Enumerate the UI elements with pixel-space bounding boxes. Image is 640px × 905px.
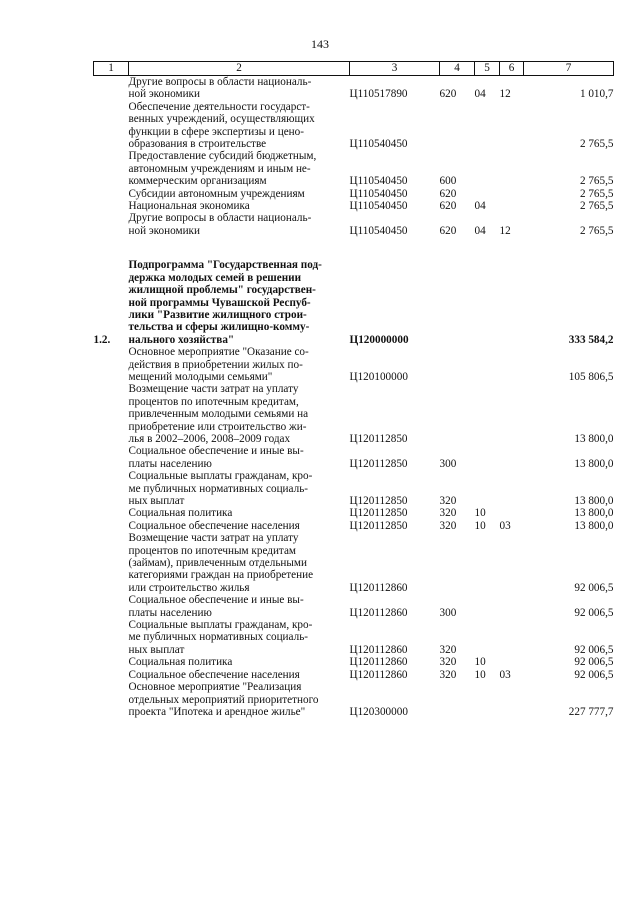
table-row — [94, 200, 614, 212]
item-name — [129, 346, 350, 383]
subsection-code: 12 — [499, 88, 511, 101]
amount: 2 765,5 — [579, 138, 614, 151]
item-name-line: Социальное обеспечение и иные вы- — [128, 445, 304, 458]
expense-type — [440, 681, 475, 718]
amount: 1 010,7 — [579, 88, 614, 101]
table-row — [94, 76, 614, 101]
section-number: 1.2. — [93, 333, 111, 346]
page-number: 143 — [311, 37, 329, 51]
table-row — [94, 259, 614, 346]
item-name-line: жилищной проблемы" государствен- — [128, 284, 316, 297]
item-name-line: держка молодых семей в решении — [128, 271, 302, 284]
item-name-line: категориями граждан на приобретение — [128, 569, 314, 582]
section-code — [475, 681, 500, 718]
section-code — [475, 383, 500, 445]
item-name-line: функции в сфере экспертизы и цено- — [128, 125, 304, 138]
target-code: Ц120112860 — [349, 668, 408, 681]
amount: 13 800,0 — [574, 457, 614, 470]
item-name — [129, 507, 350, 519]
section-code: 04 — [474, 224, 486, 237]
table-row — [94, 656, 614, 668]
item-name — [129, 520, 350, 532]
item-name-line: процентов по ипотечным кредитам — [128, 544, 297, 557]
header-cell-1: 1 — [94, 62, 129, 76]
section-code — [475, 101, 500, 151]
target-code: Ц120112850 — [349, 495, 408, 507]
item-name — [129, 188, 350, 200]
target-code: Ц120112860 — [349, 643, 408, 656]
expense-type — [440, 532, 475, 594]
section-number — [94, 507, 129, 519]
subsection-code — [500, 101, 524, 151]
amount: 2 765,5 — [579, 187, 614, 200]
expense-type: 300 — [439, 606, 457, 619]
item-name — [129, 681, 350, 718]
section-number — [94, 200, 129, 212]
expense-type: 300 — [439, 457, 457, 470]
amount: 13 800,0 — [574, 519, 614, 532]
section-code — [475, 470, 500, 507]
item-name-line: коммерческим организациям — [128, 175, 267, 188]
table-row — [94, 150, 614, 187]
expense-type: 620 — [439, 224, 457, 237]
item-name-line: проекта "Ипотека и арендное жилье" — [128, 705, 306, 718]
item-name-line: отдельных мероприятий приоритетного — [128, 693, 319, 706]
item-name-line: Возмещение части затрат на уплату — [128, 383, 299, 396]
item-name-line: венных учреждений, осуществляющих — [128, 113, 315, 126]
header-cell-3: 3 — [350, 62, 440, 76]
section-number — [94, 188, 129, 200]
table-row — [94, 470, 614, 507]
item-name-line: лики "Развитие жилищного строи- — [128, 308, 307, 321]
section-code — [475, 346, 500, 383]
header-cell-6: 6 — [500, 62, 524, 76]
subsection-code — [500, 188, 524, 200]
table-row — [94, 619, 614, 656]
section-code — [475, 532, 500, 594]
item-name — [129, 101, 350, 151]
item-name-line: ной экономики — [128, 88, 200, 101]
item-name-line: нального хозяйства" — [128, 333, 235, 346]
item-name-line: Основное мероприятие "Реализация — [128, 681, 302, 694]
subsection-code — [500, 470, 524, 507]
amount: 92 006,5 — [574, 643, 614, 656]
target-code: Ц110540450 — [349, 138, 408, 151]
item-name-line: тельства и сферы жилищно-комму- — [128, 321, 310, 334]
section-number — [94, 532, 129, 594]
item-name-line: привлеченным молодыми семьями на — [128, 408, 309, 421]
table-row — [94, 520, 614, 532]
item-name — [129, 76, 350, 101]
target-code: Ц120112850 — [349, 507, 408, 520]
amount: 13 800,0 — [574, 432, 614, 445]
amount: 92 006,5 — [574, 656, 614, 669]
amount: 13 800,0 — [574, 495, 614, 507]
amount: 92 006,5 — [574, 606, 614, 619]
section-number — [94, 212, 129, 237]
target-code: Ц120000000 — [349, 333, 409, 346]
section-number — [94, 445, 129, 470]
spacer-row — [94, 237, 614, 259]
item-name-line: образования в строительстве — [128, 138, 267, 151]
item-name — [129, 200, 350, 212]
section-number — [94, 681, 129, 718]
table-row — [94, 346, 614, 383]
target-code: Ц110540450 — [349, 175, 408, 188]
table-row — [94, 594, 614, 619]
item-name-line: процентов по ипотечным кредитам, — [128, 395, 299, 408]
item-name — [129, 669, 350, 681]
section-number — [94, 76, 129, 101]
subsection-code: 12 — [499, 224, 511, 237]
expense-type: 620 — [439, 200, 457, 213]
item-name-line: лья в 2002–2006, 2008–2009 годах — [128, 432, 291, 445]
section-code — [475, 259, 500, 346]
table-row — [94, 383, 614, 445]
target-code: Ц120112850 — [349, 519, 408, 532]
target-code: Ц110540450 — [349, 187, 408, 200]
section-code — [475, 445, 500, 470]
item-name-line: Субсидии автономным учреждениям — [128, 187, 305, 200]
amount: 2 765,5 — [579, 200, 614, 213]
subsection-code — [500, 532, 524, 594]
item-name-line: Социальные выплаты гражданам, кро- — [128, 470, 313, 483]
amount: 92 006,5 — [574, 581, 614, 594]
expense-type — [440, 383, 475, 445]
target-code: Ц120112850 — [349, 457, 408, 470]
item-name — [129, 656, 350, 668]
table-body — [94, 76, 614, 719]
item-name-line: Социальное обеспечение и иные вы- — [128, 594, 304, 607]
item-name — [129, 150, 350, 187]
item-name-line: платы населению — [128, 606, 212, 619]
subsection-code: 03 — [499, 519, 511, 532]
target-code: Ц120112850 — [349, 432, 408, 445]
expense-type — [440, 259, 475, 346]
item-name-line: Возмещение части затрат на уплату — [128, 532, 299, 545]
item-name-line: ме публичных нормативных социаль- — [128, 482, 309, 495]
item-name-line: автономным учреждениям и иным не- — [128, 162, 311, 175]
subsection-code — [500, 507, 524, 519]
item-name-line: платы населению — [128, 457, 212, 470]
item-name-line: ной программы Чувашской Респуб- — [128, 296, 311, 309]
item-name-line: (займам), привлеченным отдельными — [128, 557, 307, 570]
target-code: Ц110540450 — [349, 224, 408, 237]
item-name-line: Социальные выплаты гражданам, кро- — [128, 619, 313, 632]
item-name — [129, 259, 350, 346]
section-code: 10 — [474, 507, 486, 520]
amount: 227 777,7 — [568, 705, 614, 718]
item-name — [129, 532, 350, 594]
budget-table — [93, 61, 614, 718]
expense-type: 320 — [439, 507, 457, 520]
target-code: Ц120112860 — [349, 581, 408, 594]
item-name — [129, 619, 350, 656]
subsection-code — [500, 594, 524, 619]
item-name-line: или строительство жилья — [128, 581, 250, 594]
section-number — [94, 669, 129, 681]
table-row — [94, 507, 614, 519]
expense-type: 320 — [439, 495, 457, 507]
section-code: 04 — [474, 88, 486, 101]
item-name — [129, 212, 350, 237]
item-name-line: Социальное обеспечение населения — [128, 668, 300, 681]
section-code: 10 — [474, 656, 486, 669]
section-number — [94, 656, 129, 668]
section-number — [94, 619, 129, 656]
header-cell-4: 4 — [440, 62, 475, 76]
subsection-code — [500, 150, 524, 187]
target-code: Ц110517890 — [349, 88, 408, 101]
item-name-line: ных выплат — [128, 643, 185, 656]
subsection-code — [500, 656, 524, 668]
header-cell-5: 5 — [475, 62, 500, 76]
item-name — [129, 594, 350, 619]
target-code: Ц120112860 — [349, 656, 408, 669]
item-name-line: Национальная экономика — [128, 200, 250, 213]
amount: 105 806,5 — [568, 370, 614, 383]
item-name-line: действия в приобретении жилых по- — [128, 358, 303, 371]
item-name-line: Социальная политика — [128, 507, 233, 520]
table-row — [94, 681, 614, 718]
subsection-code — [500, 259, 524, 346]
expense-type: 320 — [439, 668, 457, 681]
section-number — [94, 101, 129, 151]
item-name-line: Социальная политика — [128, 656, 233, 669]
section-code: 10 — [474, 668, 486, 681]
spacer-cell — [94, 237, 614, 259]
item-name-line: ме публичных нормативных социаль- — [128, 631, 309, 644]
target-code: Ц120300000 — [349, 705, 408, 718]
expense-type: 600 — [439, 175, 457, 188]
subsection-code — [500, 681, 524, 718]
item-name — [129, 445, 350, 470]
item-name-line: Обеспечение деятельности государст- — [128, 100, 310, 113]
item-name-line: Основное мероприятие "Оказание со- — [128, 346, 309, 359]
section-number — [94, 346, 129, 383]
expense-type: 620 — [439, 88, 457, 101]
expense-type — [440, 346, 475, 383]
expense-type: 320 — [439, 519, 457, 532]
subsection-code — [500, 200, 524, 212]
target-code: Ц120100000 — [349, 370, 408, 383]
section-number — [94, 470, 129, 507]
section-code — [475, 188, 500, 200]
header-cell-2: 2 — [129, 62, 350, 76]
item-name-line: Социальное обеспечение населения — [128, 519, 300, 532]
item-name — [129, 383, 350, 445]
amount: 2 765,5 — [579, 224, 614, 237]
target-code: Ц110540450 — [349, 200, 408, 213]
header-cell-7: 7 — [524, 62, 614, 76]
item-name-line: Другие вопросы в области националь- — [128, 212, 312, 225]
item-name — [129, 470, 350, 507]
table-row — [94, 212, 614, 237]
section-code — [475, 150, 500, 187]
amount: 2 765,5 — [579, 175, 614, 188]
amount: 92 006,5 — [574, 668, 614, 681]
table-row — [94, 669, 614, 681]
item-name-line: Подпрограмма "Государственная под- — [128, 259, 322, 272]
subsection-code — [500, 383, 524, 445]
section-code: 10 — [474, 519, 486, 532]
section-code — [475, 594, 500, 619]
header-row — [94, 62, 614, 76]
subsection-code — [500, 619, 524, 656]
table-row — [94, 445, 614, 470]
item-name-line: ной экономики — [128, 224, 200, 237]
expense-type: 320 — [439, 643, 457, 656]
item-name-line: приобретение или строительство жи- — [128, 420, 307, 433]
section-number — [94, 594, 129, 619]
subsection-code — [500, 346, 524, 383]
subsection-code: 03 — [499, 668, 511, 681]
section-code: 04 — [474, 200, 486, 213]
table-row — [94, 101, 614, 151]
subsection-code — [500, 445, 524, 470]
amount: 13 800,0 — [574, 507, 614, 520]
item-name-line: Другие вопросы в области националь- — [128, 76, 312, 88]
item-name-line: ных выплат — [128, 495, 185, 507]
item-name-line: Предоставление субсидий бюджетным, — [128, 150, 317, 163]
section-number — [94, 383, 129, 445]
section-number — [94, 520, 129, 532]
amount: 333 584,2 — [568, 333, 614, 346]
section-code — [475, 619, 500, 656]
item-name-line: мещений молодыми семьями" — [128, 370, 273, 383]
section-number — [94, 150, 129, 187]
table-row — [94, 532, 614, 594]
target-code: Ц120112860 — [349, 606, 408, 619]
expense-type: 620 — [439, 187, 457, 200]
expense-type: 320 — [439, 656, 457, 669]
table-row — [94, 188, 614, 200]
expense-type — [440, 101, 475, 151]
